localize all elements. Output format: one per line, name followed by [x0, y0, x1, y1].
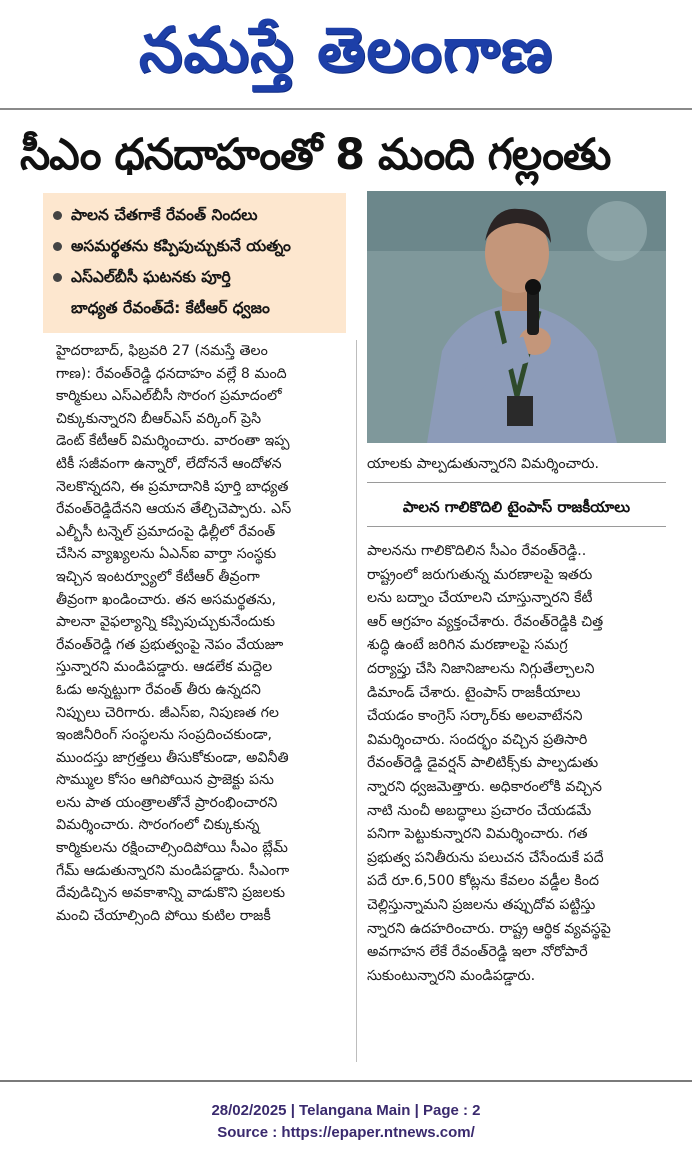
- body-line: చేసిన వ్యాఖ్యలను ఏఎన్ఐ వార్తా సంస్థకు: [56, 546, 277, 563]
- section-subheading: పాలన గాలికొదిలి టైంపాస్ రాజకీయాలు: [402, 498, 631, 516]
- body-line: చెల్లిస్తున్నామని ప్రజలను తప్పుదోవ పట్టిస్తు: [367, 896, 596, 913]
- body-line: నిప్పులు చెరిగారు. జీఎస్ఐ, నిపుణత గల: [56, 704, 279, 721]
- body-line: స్తున్నారని మండిపడ్డారు. ఆడలేక మద్దెల: [56, 659, 273, 676]
- speaker-illustration: [367, 191, 666, 443]
- body-line: పాలనా వైఫల్యాన్ని కప్పిపుచ్చుకునేందుకు: [56, 614, 276, 631]
- masthead-divider: [0, 108, 692, 110]
- body-line: దేవుడిచ్చిన అవకాశాన్ని వాడుకొని ప్రజలకు: [56, 885, 285, 902]
- article-body-right: [367, 540, 666, 988]
- body-line: సొమ్ముల కోసం ఆగిపోయిన ప్రాజెక్టు పను: [56, 772, 274, 789]
- body-line: రేవంత్‌రెడ్డి డైవర్షన్ పాలిటిక్స్‌కు పాల్పడుతు: [367, 755, 599, 772]
- masthead: [0, 0, 692, 104]
- bullet-icon: [53, 273, 62, 282]
- body-line: ఇచ్చిన ఇంటర్వ్యూలో కేటీఆర్ తీవ్రంగా: [56, 568, 260, 585]
- body-line: చిక్కుకున్నారని బీఆర్ఎస్ వర్కింగ్ ప్రెసి: [56, 410, 262, 427]
- body-line: రేవంత్‌రెడ్డి గత ప్రభుత్వంపై నెపం వేయజూ: [56, 636, 284, 653]
- footer-divider: [0, 1080, 692, 1082]
- body-line: అవగాహన లేకే రేవంత్‌రెడ్డి ఇలా నోరోపారే: [367, 944, 588, 961]
- highlight-item: ఎస్ఎల్‌బీసీ ఘటనకు పూర్తి: [51, 262, 338, 293]
- body-line: గేమ్ ఆడుతున్నారని మండిపడ్డారు. సీఎంగా: [56, 862, 290, 879]
- body-line: మంచి చేయాల్సింది పోయి కుటిల రాజకీ: [56, 907, 271, 924]
- body-line: ఇంజినీరింగ్ సంస్థలను సంప్రదించకుండా,: [56, 727, 272, 744]
- newspaper-logo: నమస్తే తెలంగాణ: [138, 13, 554, 86]
- article-headline: సీఎం ధనదాహంతో 8 మంది గల్లంతు: [20, 130, 611, 180]
- body-line: గాణ): రేవంత్‌రెడ్డి ధనదాహం వల్లే 8 మంది: [56, 365, 287, 382]
- section-divider: [367, 526, 666, 527]
- body-line: చేయడం కాంగ్రెస్ సర్కార్‌కు అలవాటేనని: [367, 708, 583, 725]
- body-line: రేవంత్‌రెడ్డిదేనని ఆయన తేల్చిచెప్పారు. ఎస్: [56, 501, 292, 518]
- highlight-item: పాలన చేతగాకే రేవంత్ నిందలు: [51, 200, 338, 231]
- body-line: ప్రభుత్వ పనితీరును పలుచన చేసేందుకే పదే: [367, 849, 604, 866]
- body-line: పనిగా పెట్టుకున్నారని విమర్శించారు. గత: [367, 826, 588, 843]
- body-line: కార్మికులు ఎస్ఎల్‌బీసీ సొరంగ ప్రమాదంలో: [56, 388, 282, 405]
- body-line: దర్యాప్తు చేసి నిజానిజాలను నిగ్గుతేల్చాలని: [367, 660, 595, 677]
- article-body-left: [56, 340, 346, 927]
- body-line: రాష్ట్రంలో జరుగుతున్న మరణాలపై ఇతరు: [367, 566, 593, 583]
- column-divider: [356, 340, 357, 1062]
- body-line: శుద్ధి ఉంటే జరిగిన మరణాలపై సమగ్ర: [367, 637, 568, 654]
- body-line: పదే రూ.6,500 కోట్లను కేవలం వడ్డీల కింద: [367, 873, 600, 890]
- body-line: ఎల్బీసీ టన్నెల్ ప్రమాదంపై ఢిల్లీలో రేవంత్: [56, 523, 276, 540]
- body-line: న్నారని ధ్వజమెత్తారు. అధికారంలోకి వచ్చిన: [367, 778, 602, 795]
- body-line: లను పాత యంత్రాలతోనే ప్రారంభించారని: [56, 794, 278, 811]
- body-line: తీవ్రంగా ఖండించారు. తన అసమర్థతను,: [56, 591, 276, 608]
- body-line: టికీ సజీవంగా ఉన్నారో, లేదోననే ఆందోళన: [56, 455, 282, 472]
- bullet-icon: [53, 242, 62, 251]
- body-line: కార్మికులను రక్షించాల్సిందిపోయి సీఎం బ్లేమ్: [56, 840, 288, 857]
- photo-caption-continuation: యాలకు పాల్పడుతున్నారని విమర్శించారు.: [367, 456, 599, 472]
- footer-date-edition: 28/02/2025 | Telangana Main | Page : 2: [211, 1102, 481, 1119]
- body-line: సుకుంటున్నారని మండిపడ్డారు.: [367, 967, 536, 984]
- highlight-item-continued: బాధ్యత రేవంత్‌దే: కేటీఆర్ ధ్వజం: [71, 299, 270, 317]
- body-line: నెలకొన్నదని, ఈ ప్రమాదానికి పూర్తి బాధ్యత: [56, 478, 289, 495]
- body-line: డెంట్ కేటీఆర్ విమర్శించారు. వారంతా ఇప్ప: [56, 433, 290, 450]
- highlight-item: అసమర్థతను కప్పిపుచ్చుకునే యత్నం: [51, 231, 338, 262]
- speaker-photo: [367, 191, 666, 443]
- bullet-icon: [53, 211, 62, 220]
- body-line: నాటి నుంచీ అబద్ధాలు ప్రచారం చేయడమే: [367, 802, 592, 819]
- body-line: ఆర్ ఆగ్రహం వ్యక్తంచేశారు. రేవంత్‌రెడ్డికి చిత్త: [367, 613, 604, 630]
- body-line: విమర్శించారు. సొరంగంలో చిక్కుకున్న: [56, 817, 260, 834]
- body-line: ముందస్తు జాగ్రత్తలు తీసుకోకుండా, అవినీతి: [56, 749, 289, 766]
- page-footer: [0, 1100, 692, 1144]
- section-divider: [367, 482, 666, 483]
- body-line: పాలనను గాలికొదిలిన సీఎం రేవంత్‌రెడ్డి..: [367, 543, 587, 559]
- body-line: డిమాండ్ చేశారు. టైంపాస్ రాజకీయాలు: [367, 684, 581, 701]
- highlights-box: [43, 193, 346, 333]
- body-line: న్నారని ఉదహరించారు. రాష్ట్ర ఆర్థిక వ్యవస్థపై: [367, 920, 611, 937]
- body-line: విమర్శించారు. సందర్భం వచ్చిన ప్రతిసారి: [367, 731, 588, 748]
- body-line: హైదరాబాద్, ఫిబ్రవరి 27 (నమస్తే తెలం: [56, 343, 268, 359]
- footer-source-link[interactable]: Source : https://epaper.ntnews.com/: [217, 1124, 475, 1141]
- body-line: లను బద్నాం చేయాలని చూస్తున్నారని కేటీ: [367, 590, 593, 607]
- body-line: ఓడు అన్నట్టుగా రేవంత్ తీరు ఉన్నదని: [56, 681, 261, 698]
